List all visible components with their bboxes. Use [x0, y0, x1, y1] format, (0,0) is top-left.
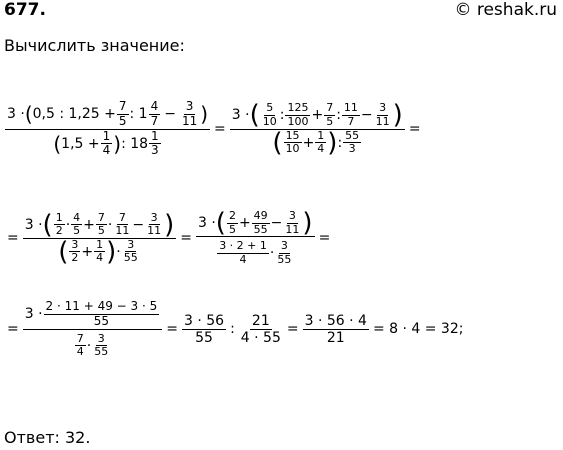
fraction-left: 3 · ( $\frac{1}{2}$ · $\frac{4}{5}$ + $\frac{7}{5}$ · $\frac{7}{11}$ − $\frac{3}{11}$ ) ( $\frac{3}{2}$ + $\frac{1}{4}$ ) · $\frac{3}{55}$: [24, 209, 175, 267]
equation-line-1: [4, 100, 424, 158]
problem-number: 677.: [4, 0, 46, 20]
big-numerator: 3 · ( 0,5 : 1,25 + $\frac{7}{5}$ : 1 $\frac{4}{7}$ − $\frac{3}{11}$ ): [7, 99, 209, 128]
fraction: $\frac{3 \cdot 56}{55}$: [183, 312, 225, 346]
equals-sign: =: [7, 321, 19, 338]
fraction: $\frac{7}{5}$: [118, 99, 127, 128]
fraction: $\frac{3}{11}$: [181, 99, 198, 128]
fraction: $\frac{4}{7}$: [150, 99, 159, 128]
big-denominator: ( 1,5 + $\frac{1}{4}$ ) : 18 $\frac{1}{3}$: [53, 128, 159, 158]
fraction: $\frac{21}{4 \cdot 55}$: [240, 312, 281, 346]
fraction: $\frac{3 \cdot 56 \cdot 4}{21}$: [304, 312, 367, 346]
equals-sign: =: [408, 121, 421, 138]
equals-sign: =: [166, 321, 178, 338]
answer: Ответ: 32.: [4, 428, 91, 447]
fraction: $\frac{1}{3}$: [151, 128, 159, 158]
big-fraction-left: [5, 100, 210, 158]
equals-sign: =: [214, 121, 226, 138]
big-fraction-right: 3 · ( $\frac{5}{10}$ : $\frac{125}{100}$ + $\frac{7}{5}$ : $\frac{11}{7}$ − $\frac{3}{11}$ ) ( $\frac{15}{10}$ + $\frac{1}{4}$ ) : $\frac{55}{3}$: [231, 100, 403, 158]
fraction-left: 3 · $\frac{2 \cdot 11 + 49 - 3 \cdot 5}{55}$ $\frac{7}{4}$ · $\frac{3}{55}$: [23, 300, 163, 359]
fraction: $\frac{1}{4}$: [102, 128, 111, 158]
equation-line-3: = 3 · $\frac{2 \cdot 11 + 49 - 3 \cdot 5}{55}$ $\frac{7}{4}$ · $\frac{3}{55}$ = $\frac{3 \cdot 56}{55}$ : $\frac{21}{4 \cdot 55}$ = $\frac{3 \cdot 56 \cdot 4}{21}$ = 8 · 4 = 32;: [4, 300, 466, 359]
equals-sign: =: [318, 230, 331, 247]
task-heading: Вычислить значение:: [4, 36, 185, 55]
equals-sign: =: [7, 230, 19, 247]
equals-sign: =: [286, 321, 299, 338]
result-tail: = 8 · 4 = 32;: [372, 321, 464, 338]
fraction-right: 3 · ( $\frac{2}{5}$ + $\frac{49}{55}$ − $\frac{3}{11}$ ) $\frac{3 \cdot 2 + 1}{4}$ · $\frac{3}{55}$: [197, 208, 313, 266]
equals-sign: =: [180, 230, 192, 247]
equation-line-2: [4, 210, 333, 267]
watermark: © reshak.ru: [454, 0, 557, 20]
